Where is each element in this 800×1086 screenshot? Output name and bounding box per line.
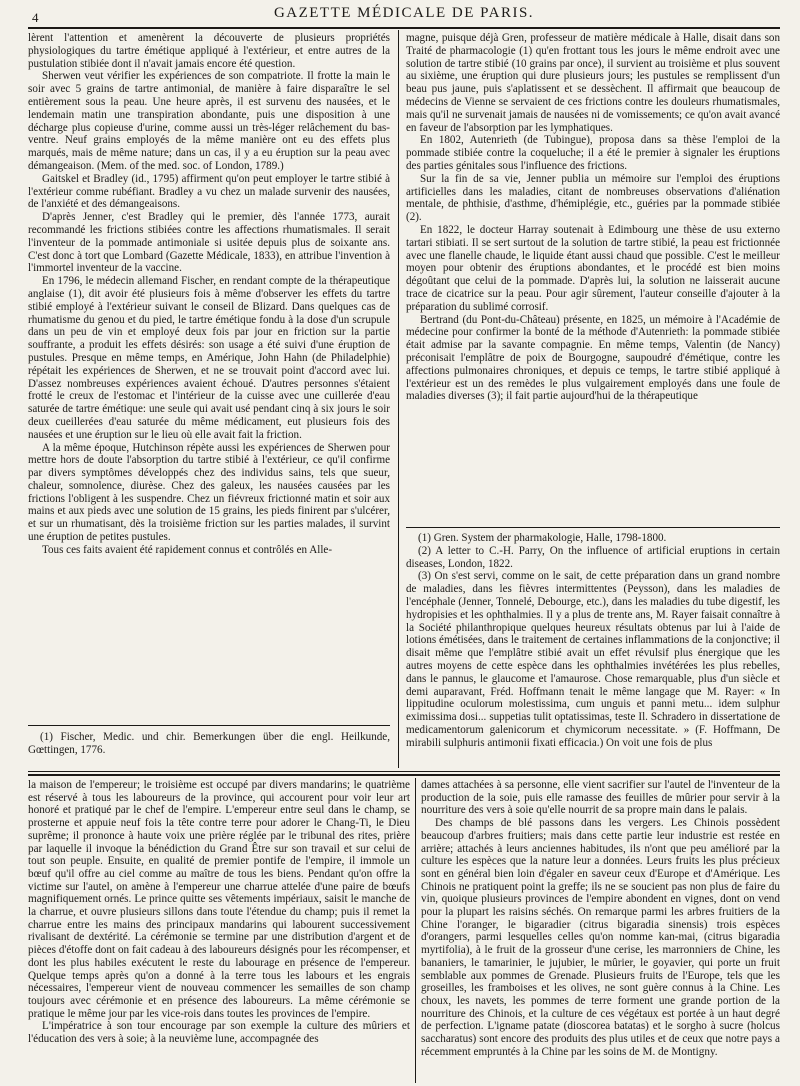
paragraph: la maison de l'empereur; le troisième est occupé par divers mandarins; le quatrième est réservé à tous les laboureurs de la province, qui accourent pour voir leur art honoré et pratiqué par le chef de l'empire. L'empereur entre seul dans le champ, se prosterne et appuie neuf fois la tête contre terre pour adorer le Chang-Ti, le Dieu suprême; il prononce à haute voix une prière réglée par le tribunal des rites, prière par laquelle il invoque la bénédiction du Grand Être sur son travail et sur celui de tout son peuple. Ensuite, en qualité de premier pontife de l'empire, il immole un bœuf qu'il offre au ciel comme au maître de tous les biens. Pendant qu'on offre la victime sur l'autel, on amène à l'empereur une charrue attelée d'une paire de bœufs magnifiquement ornés. Le prince quitte ses vêtements impériaux, saisit le manche de la charrue, et ouvre plusieurs sillons dans toute l'étendue du champ; puis il remet la charrue entre les mains des principaux mandarins qui labourent successivement rivalisant de dextérité. La cérémonie se termine par une distribution d'argent et de pièces d'étoffe dont on fait cadeau à des laboureurs désignés pour les récompenser, et dont les plus habiles exécutent le reste du labourage en présence de l'empereur. Quelque temps après qu'on a donné à la terre tous les labours et les engrais nécessaires, l'empereur vient de nouveau commencer les semailles de son champ toujours avec cérémonie et en présence des laboureurs. La même cérémonie se pratique le même jour par les vice-rois dans toutes les provinces de l'empire. [28, 779, 410, 1020]
header-rule [28, 27, 780, 29]
footnote: (2) A letter to C.-H. Parry, On the influence of artificial eruptions in certain diseases, London, 1822. [406, 544, 780, 570]
journal-title: GAZETTE MÉDICALE DE PARIS. [273, 5, 535, 21]
footnote: (1) Gren. System der pharmakologie, Halle, 1798-1800. [418, 532, 667, 544]
footnote: (3) On s'est servi, comme on le sait, de cette préparation dans un grand nombre de maladies, dans les fièvres intermittentes (Peysson), dans les maladies de l'encéphale (Jenner, Tonnelé, Debourge, etc.), dans les maladies du tube digestif, les hydropisies et les ophthalmies. Il y a plus de trente ans, M. Rayer faisait connaître à la Société philanthropique quelques heureux résultats obtenus par lui à l'aide de lotions émétisées, dans le traitement de certaines inflammations de la conjonctive; il disait même que l'emplâtre stibié avait un effet révulsif plus énergique que les autres moyens de cette espèce dans les ophthalmies invétérées les plus rebelles, dans le pannus, le glaucome et l'amaurose. Chose remarquable, plus d'un siècle et demi auparavant, Fréd. Hoffmann tenait le même langage que M. Rayer: « In lippitudine oculorum molestissima, cum unguis et panni metu... idem sulphur eximissima dosi... suppetias tulit optatissimas, teste Il. Schradero in dissertatione de medicamentorum galenicorum et chymicorum necessitate. » (F. Hoffmann, De mirabili sulphuris antimonii fixati efficacia.) On voit une fois de plus [406, 570, 780, 749]
feuilleton-column-left [28, 779, 410, 1083]
article-column-left [28, 32, 390, 695]
section-rule [28, 774, 780, 776]
footnote: (1) Fischer, Medic. und chir. Bemerkungen über die engl. Heilkunde, Gœttingen, 1776. [28, 731, 390, 756]
paragraph: Tous ces faits avaient été rapidement connus et contrôlés en Alle- [42, 543, 333, 556]
footnote-rule [406, 527, 780, 528]
paragraph: dames attachées à sa personne, elle vient sacrifier sur l'autel de l'inventeur de la production de la soie, puis elle ramasse des feuilles de mûrier pour servir à la nourriture des vers à soie qu'elle nourrit de sa propre main dans le palais. [421, 779, 780, 817]
footnotes-left [28, 731, 390, 761]
paragraph: Des champs de blé passons dans les vergers. Les Chinois possèdent beaucoup d'arbres fruitiers; mais dans cette partie leur industrie est restée en arrière; attachés à leurs anciennes habitudes, ils n'ont que peu amélioré par la culture les espèces que la nature leur a données. Leurs fruits les plus précieux sont en général bien loin d'égaler en saveur ceux d'Europe et d'Amérique. Les Chinois ne pratiquent point la greffe; ils ne se soucient pas non plus de faire du vin, quoique plusieurs provinces de l'empire abondent en vignes, dont on vend pour la plupart les raisins séchés. On remarque parmi les arbres fruitiers de la Chine l'oranger, le bigaradier (citrus bigaradia sinensis) trois espèces d'orangers, parmi lesquelles celles qu'on nomme kan-mai, (citrus bigaradia myrtifolia), à le fruit de la grosseur d'une cerise, les marronniers de Chine, les bananiers, le tamarinier, le jujubier, le mûrier, le goyavier, qui porte un fruit semblable aux pommes de Grenade. Plusieurs fruits de l'Europe, tels que les groseilles, les framboises et les olives, ne sont guère connus à la Chine. Les choux, les navets, les pommes de terre forment une grande portion de la nourriture des Chinois, et la culture de ces végétaux est portée à un haut degré de perfection. L'igname patate (dioscorea batatas) et le sorgho à sucre (holcus saccharatus) sont encore des produits des plus utiles et de ceux que notre pays a récemment empruntés à la Chine par les soins de M. de Montigny. [421, 817, 780, 1058]
feuilleton-column-right [421, 779, 780, 1083]
column-divider [398, 30, 399, 768]
paragraph: A la même époque, Hutchinson répète aussi les expériences de Sherwen pour mettre hors de doute l'absorption du tartre stibié à l'extérieur, ce qu'il confirme par divers symptômes développés chez des individus sains, tels que sueur, chaleur, somnolence, diurèse. Chez des galeux, les nausées causées par les frictions l'obligent à les suspendre. Chez un fiévreux frictionné matin et soir aux mains et aux pieds avec une solution de 15 grains, les pieds finirent par s'ulcérer, et sur un rhumatisant, dès la troisième friction sur les parties malades, il survint une éruption de petites pustules. [28, 441, 390, 544]
paragraph: En 1802, Autenrieth (de Tubingue), proposa dans sa thèse l'emploi de la pommade stibiée contre la coqueluche; il a été le premier à signaler les éruptions des parties génitales sous l'influence des frictions. [406, 134, 780, 172]
paragraph: D'après Jenner, c'est Bradley qui le premier, dès l'année 1773, aurait recommandé les frictions stibiées contre les affections rhumatismales. Il serait l'inventeur de la pommade antimoniale si usitée depuis plus de soixante ans. C'est donc à tort que Lombard (Gazette Médicale, 1833), en attribue l'invention à l'immortel inventeur de la vaccine. [28, 211, 390, 275]
paragraph: Bertrand (du Pont-du-Château) présente, en 1825, un mémoire à l'Académie de médecine pour confirmer la bonté de la méthode d'Autenrieth: la pommade stibiée était admise par la savante compagnie. En même temps, Valentin (de Nancy) préconisait l'emplâtre de poix de Bourgogne, saupoudré d'émétique, contre les affections pulmonaires chroniques, et depuis ce temps, le tartre stibié appliqué à l'extérieur est un des remèdes le plus vulgairement employés dans une foule de maladies diverses (3); il fait partie aujourd'hui de la thérapeutique [406, 313, 780, 403]
footnote-rule [28, 725, 390, 726]
page-number: 4 [32, 10, 39, 25]
footnotes-right [406, 532, 780, 766]
paragraph: Sur la fin de sa vie, Jenner publia un mémoire sur l'emploi des éruptions artificielles dans les maladies, citant de nombreuses observations d'aliénation mentale, de phthisie, d'asthme, d'hémiplégie, etc., guéries par la pommade stibiée (2). [406, 172, 780, 224]
column-divider [415, 778, 416, 1083]
paragraph: En 1822, le docteur Harray soutenait à Edimbourg une thèse de usu externo tartari stibiati. Il se sert surtout de la solution de tartre stibié, la peau est frictionnée avec une flanelle chaude, le liquide étant aussi chaud que possible. C'est le meilleur moyen pour obtenir des éruptions abondantes, et le procédé est bien moins dégoûtant que celui de la pommade. D'après lui, la solution ne laisserait aucune trace de cicatrice sur la peau. Pour agir sûrement, l'auteur conseille d'ajouter à la préparation du sublimé corrosif. [406, 223, 780, 313]
paragraph: lèrent l'attention et amenèrent la découverte de plusieurs propriétés physiologiques du tartre émétique appliqué à l'extérieur, et entre autres de la pustulation stibiée dont il n'avait jamais encore été question. [28, 32, 390, 70]
paragraph: magne, puisque déjà Gren, professeur de matière médicale à Halle, disait dans son Traité de pharmacologie (1) qu'en frottant tous les jours le même endroit avec une solution de tartre stibié (10 grains par once), il survient au troisième et plus souvent au sixième, une éruption qui dure plusieurs jours; les pustules se remplissent d'un beau pus jaune, puis s'aplatissent et se dessèchent. Il affirmait que beaucoup de médecins de Vienne se servaient de ces frictions contre les douleurs rhumatismales, mais qu'il ne survenait jamais de nausées ni de vomissements; ce qu'on avait avancé en faveur de l'absorption par les lymphatiques. [406, 32, 780, 134]
paragraph: L'impératrice à son tour encourage par son exemple la culture des mûriers et l'éducation des vers à soie; à la neuvième lune, accompagnée des [28, 1020, 410, 1046]
section-rule [28, 771, 780, 772]
article-column-right [406, 32, 780, 510]
paragraph: En 1796, le médecin allemand Fischer, en rendant compte de la thérapeutique anglaise (1), dit avoir été plusieurs fois à même d'observer les effets du tartre stibié employé à l'extérieur suivant le conseil de Blizard. Dans quelques cas de rhumatisme du genou et du pied, le tartre émétique fondu à la dose d'un scrupule dans un peu de vin et employé deux fois par jour en friction sur la partie souffrante, a produit les effets désirés: son usage a été suivi d'une éruption de pustules. Presque en même temps, en Amérique, John Hahn (de Philadelphie) répétait les expériences de Sherwen, et ne se trouvait point d'accord avec lui. D'assez nombreuses expériences avaient échoué. D'autres personnes s'étaient frotté le creux de l'estomac et l'intérieur de la cuisse avec une cuillerée d'eau saturée de tartre émétique: une seule qui avait usé pendant cinq à six jours le soir deux cueillerées d'eau saturée du même médicament, eut plusieurs fois des nausées et une éruption sur le lieu où elle avait fait la friction. [28, 275, 390, 441]
paragraph: Sherwen veut vérifier les expériences de son compatriote. Il frotte la main le soir avec 5 grains de tartre antimonial, de manière à faire disparaître le sel entièrement sous la peau. Une heure après, il est survenu des nausées, et le lendemain matin une transpiration abondante, puis une disposition à une décharge plus copieuse d'urine, comme aussi un très-léger relâchement du bas-ventre. Neuf grains employés de la même manière ont eu des effets plus marqués, mais de même nature; dans un cas, il y a eu éruption sur la peau avec démangeaison. (Mem. of the med. soc. of London, 1789.) [28, 70, 390, 172]
paragraph: Gaitskel et Bradley (id., 1795) affirment qu'on peut employer le tartre stibié à l'extérieur comme rubéfiant. Bradley a vu chez un malade survenir des nausées, de l'anxiété et des démangeaisons. [28, 172, 390, 211]
page-header [28, 4, 780, 26]
